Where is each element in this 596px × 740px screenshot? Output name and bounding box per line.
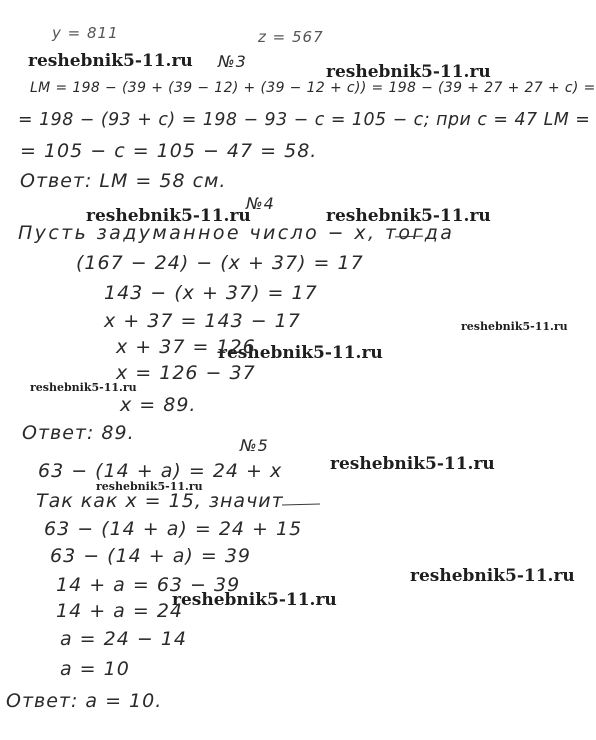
- watermark: reshebnik5-11.ru: [30, 381, 137, 394]
- task4-answer: Ответ: 89.: [22, 422, 135, 444]
- watermark: reshebnik5-11.ru: [326, 62, 491, 82]
- watermark: reshebnik5-11.ru: [461, 320, 568, 333]
- watermark: reshebnik5-11.ru: [330, 454, 495, 474]
- task3-line-2: = 198 − (93 + c) = 198 − 93 − c = 105 − c; при c = 47 LM =: [18, 110, 591, 130]
- watermark: reshebnik5-11.ru: [172, 590, 337, 610]
- watermark: reshebnik5-11.ru: [326, 206, 491, 226]
- task4-number: №4: [246, 194, 275, 213]
- task4-line-5: x + 37 = 126: [116, 336, 256, 358]
- task4-line-3: 143 − (x + 37) = 17: [104, 282, 318, 304]
- task4-line-6: x = 126 − 37: [116, 362, 256, 384]
- task5-line-6: 14 + a = 24: [56, 600, 183, 622]
- task5-line-8: a = 10: [60, 658, 130, 680]
- task3-number: №3: [218, 52, 247, 71]
- task3-line-3: = 105 − c = 105 − 47 = 58.: [20, 140, 318, 162]
- task5-line-7: a = 24 − 14: [60, 628, 187, 650]
- task4-line-2: (167 − 24) − (x + 37) = 17: [76, 252, 364, 274]
- watermark: reshebnik5-11.ru: [218, 343, 383, 363]
- task4-intro: Пусть задуманное число − x, тогда: [18, 222, 455, 244]
- watermark: reshebnik5-11.ru: [96, 480, 203, 493]
- watermark: reshebnik5-11.ru: [410, 566, 575, 586]
- header-left-fragment: y = 811: [52, 24, 119, 42]
- task3-line-1: LM = 198 − (39 + (39 − 12) + (39 − 12 + c)) = 198 − (39 + 27 + 27 + c) =: [30, 80, 596, 96]
- watermark: reshebnik5-11.ru: [86, 206, 251, 226]
- task5-line-1: 63 − (14 + a) = 24 + x: [38, 460, 283, 482]
- task5-number: №5: [240, 436, 269, 455]
- task5-line-2: Так как x = 15, значит: [36, 490, 284, 512]
- handwriting-stroke: [282, 504, 320, 506]
- task5-line-3: 63 − (14 + a) = 24 + 15: [44, 518, 303, 540]
- task5-line-4: 63 − (14 + a) = 39: [50, 545, 251, 567]
- header-right-fragment: z = 567: [258, 28, 324, 46]
- task5-answer: Ответ: a = 10.: [6, 690, 163, 712]
- task4-line-7: x = 89.: [120, 394, 197, 416]
- task4-line-4: x + 37 = 143 − 17: [104, 310, 301, 332]
- watermark: reshebnik5-11.ru: [28, 51, 193, 71]
- task3-answer: Ответ: LM = 58 см.: [20, 170, 227, 192]
- task5-line-5: 14 + a = 63 − 39: [56, 574, 241, 596]
